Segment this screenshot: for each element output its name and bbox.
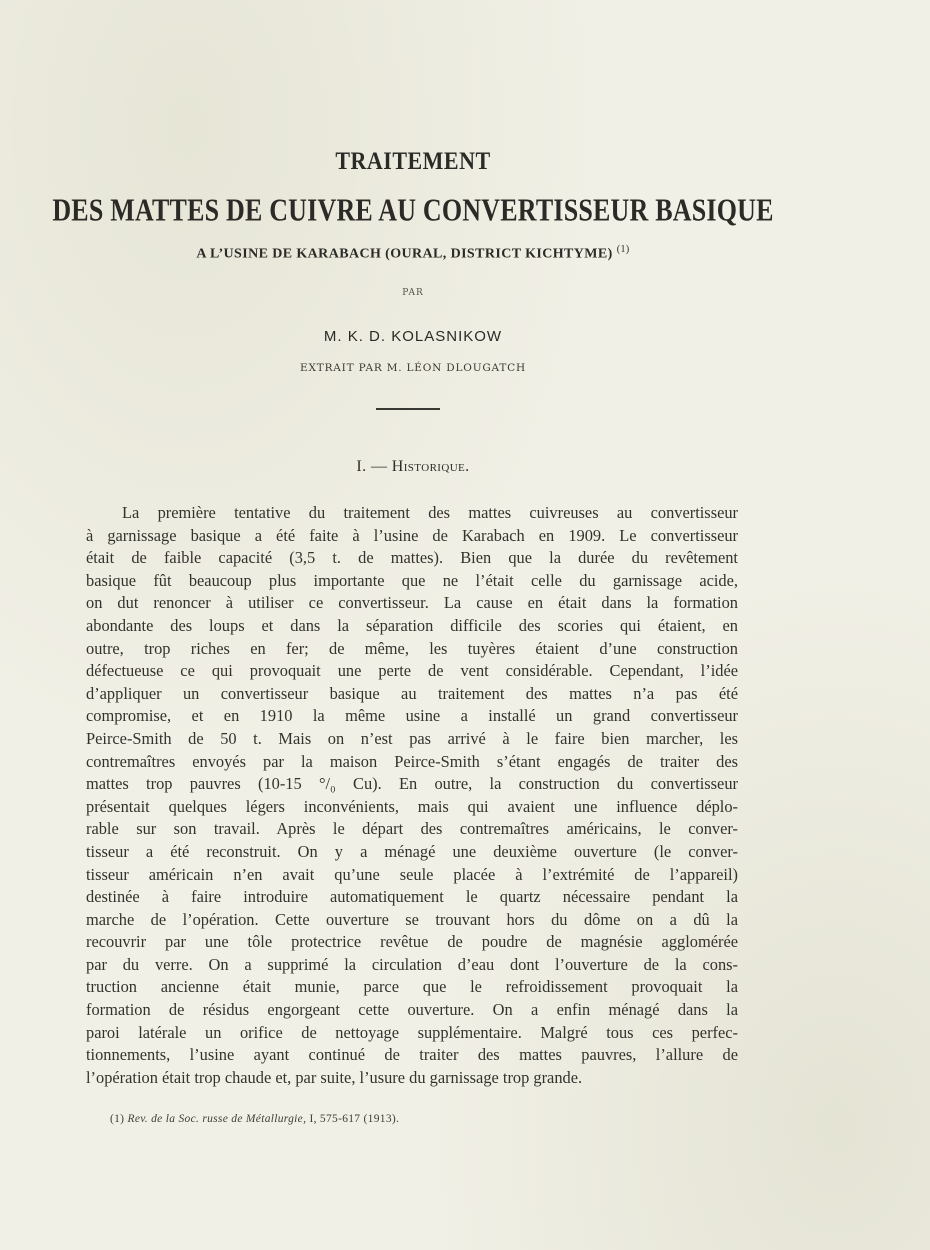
footnote-marker: (1) <box>110 1113 125 1125</box>
subtitle-text: A L’USINE DE KARABACH (OURAL, DISTRICT KICHTYME) <box>196 246 613 262</box>
body-line: on dut renoncer à utiliser ce convertisseur. La cause en était dans la formation <box>86 593 738 613</box>
body-line: compromise, et en 1910 la même usine a installé un grand convertisseur <box>86 706 738 726</box>
title-line-1: TRAITEMENT <box>335 146 491 175</box>
body-line: à garnissage basique a été faite à l’usine de Karabach en 1909. Le convertisseur <box>86 525 738 545</box>
body-line: marche de l’opération. Cette ouverture se trouvant hors du dôme on a dû la <box>86 909 738 929</box>
section-number: I. — <box>356 458 388 475</box>
body-line: par du verre. On a supprimé la circulation d’eau dont l’ouverture de la cons- <box>86 954 738 974</box>
title-line-3 <box>0 244 826 263</box>
body-line: basique fût beaucoup plus importante que ne l’était celle du garnissage acide, <box>86 570 738 590</box>
title-line-2: DES MATTES DE CUIVRE AU CONVERTISSEUR BASIQUE <box>52 193 774 228</box>
body-line: destinée à faire introduire automatiquement le quartz nécessaire pendant la <box>86 887 738 907</box>
body-line: tionnements, l’usine ayant continué de traiter des mattes pauvres, l’allure de <box>86 1045 738 1065</box>
body-line: Peirce-Smith de 50 t. Mais on n’est pas arrivé à le faire bien marcher, les <box>86 728 738 748</box>
body-line: paroi latérale un orifice de nettoyage supplémentaire. Malgré tous ces perfec- <box>86 1022 738 1042</box>
body-line: La première tentative du traitement des mattes cuivreuses au convertisseur <box>122 503 738 522</box>
body-line: recouvrir par une tôle protectrice revêtue de poudre de magnésie agglomérée <box>86 932 738 952</box>
body-line: contremaîtres envoyés par la maison Peirce-Smith s’étant engagés de traiter des <box>86 751 738 771</box>
section-heading <box>0 458 826 476</box>
extract-credit: EXTRAIT PAR M. LÉON DLOUGATCH <box>300 362 526 374</box>
body-line: outre, trop riches en fer; de même, les tuyères étaient d’une construction <box>86 638 738 658</box>
body-line: présentait quelques légers inconvénients, mais qui avaient une influence déplo- <box>86 796 738 816</box>
author-name: M. K. D. KOLASNIKOW <box>323 328 503 345</box>
body-line: était de faible capacité (3,5 t. de mattes). Bien que la durée du revêtement <box>86 548 738 568</box>
body-line: abondante des loups et dans la séparation difficile des scories qui étaient, en <box>86 615 738 635</box>
footnote-source: Rev. de la Soc. russe de Métallurgie, <box>127 1113 307 1125</box>
body-line: rable sur son travail. Après le départ des contremaîtres américains, le conver- <box>86 819 738 839</box>
footnote <box>110 1113 399 1125</box>
section-title: Historique. <box>391 458 470 475</box>
footnote-citation: I, 575-617 (1913). <box>309 1113 400 1125</box>
footnote-reference: (1) <box>616 244 630 255</box>
body-line: l’opération était trop chaude et, par suite, l’usure du garnissage trop grande. <box>86 1067 583 1087</box>
body-line: tisseur américain n’en avait qu’une seule placée à l’extrémité de l’appareil) <box>86 864 738 884</box>
body-paragraph <box>86 502 738 1089</box>
body-line: défectueuse ce qui provoquait une perte de vent considérable. Cependant, l’idée <box>86 661 738 681</box>
body-line: d’appliquer un convertisseur basique au traitement des mattes n’a pas été <box>86 683 738 703</box>
separator-rule <box>376 408 440 410</box>
by-label: PAR <box>402 288 424 298</box>
body-line: mattes trop pauvres (10-15 °/₀ Cu). En outre, la construction du convertisseur <box>86 774 738 794</box>
body-line: formation de résidus engorgeant cette ouverture. On a enfin ménagé dans la <box>86 1000 738 1020</box>
body-line: truction ancienne était munie, parce que le refroidissement provoquait la <box>86 977 738 997</box>
body-line: tisseur a été reconstruit. On y a ménagé une deuxième ouverture (le conver- <box>86 841 738 861</box>
